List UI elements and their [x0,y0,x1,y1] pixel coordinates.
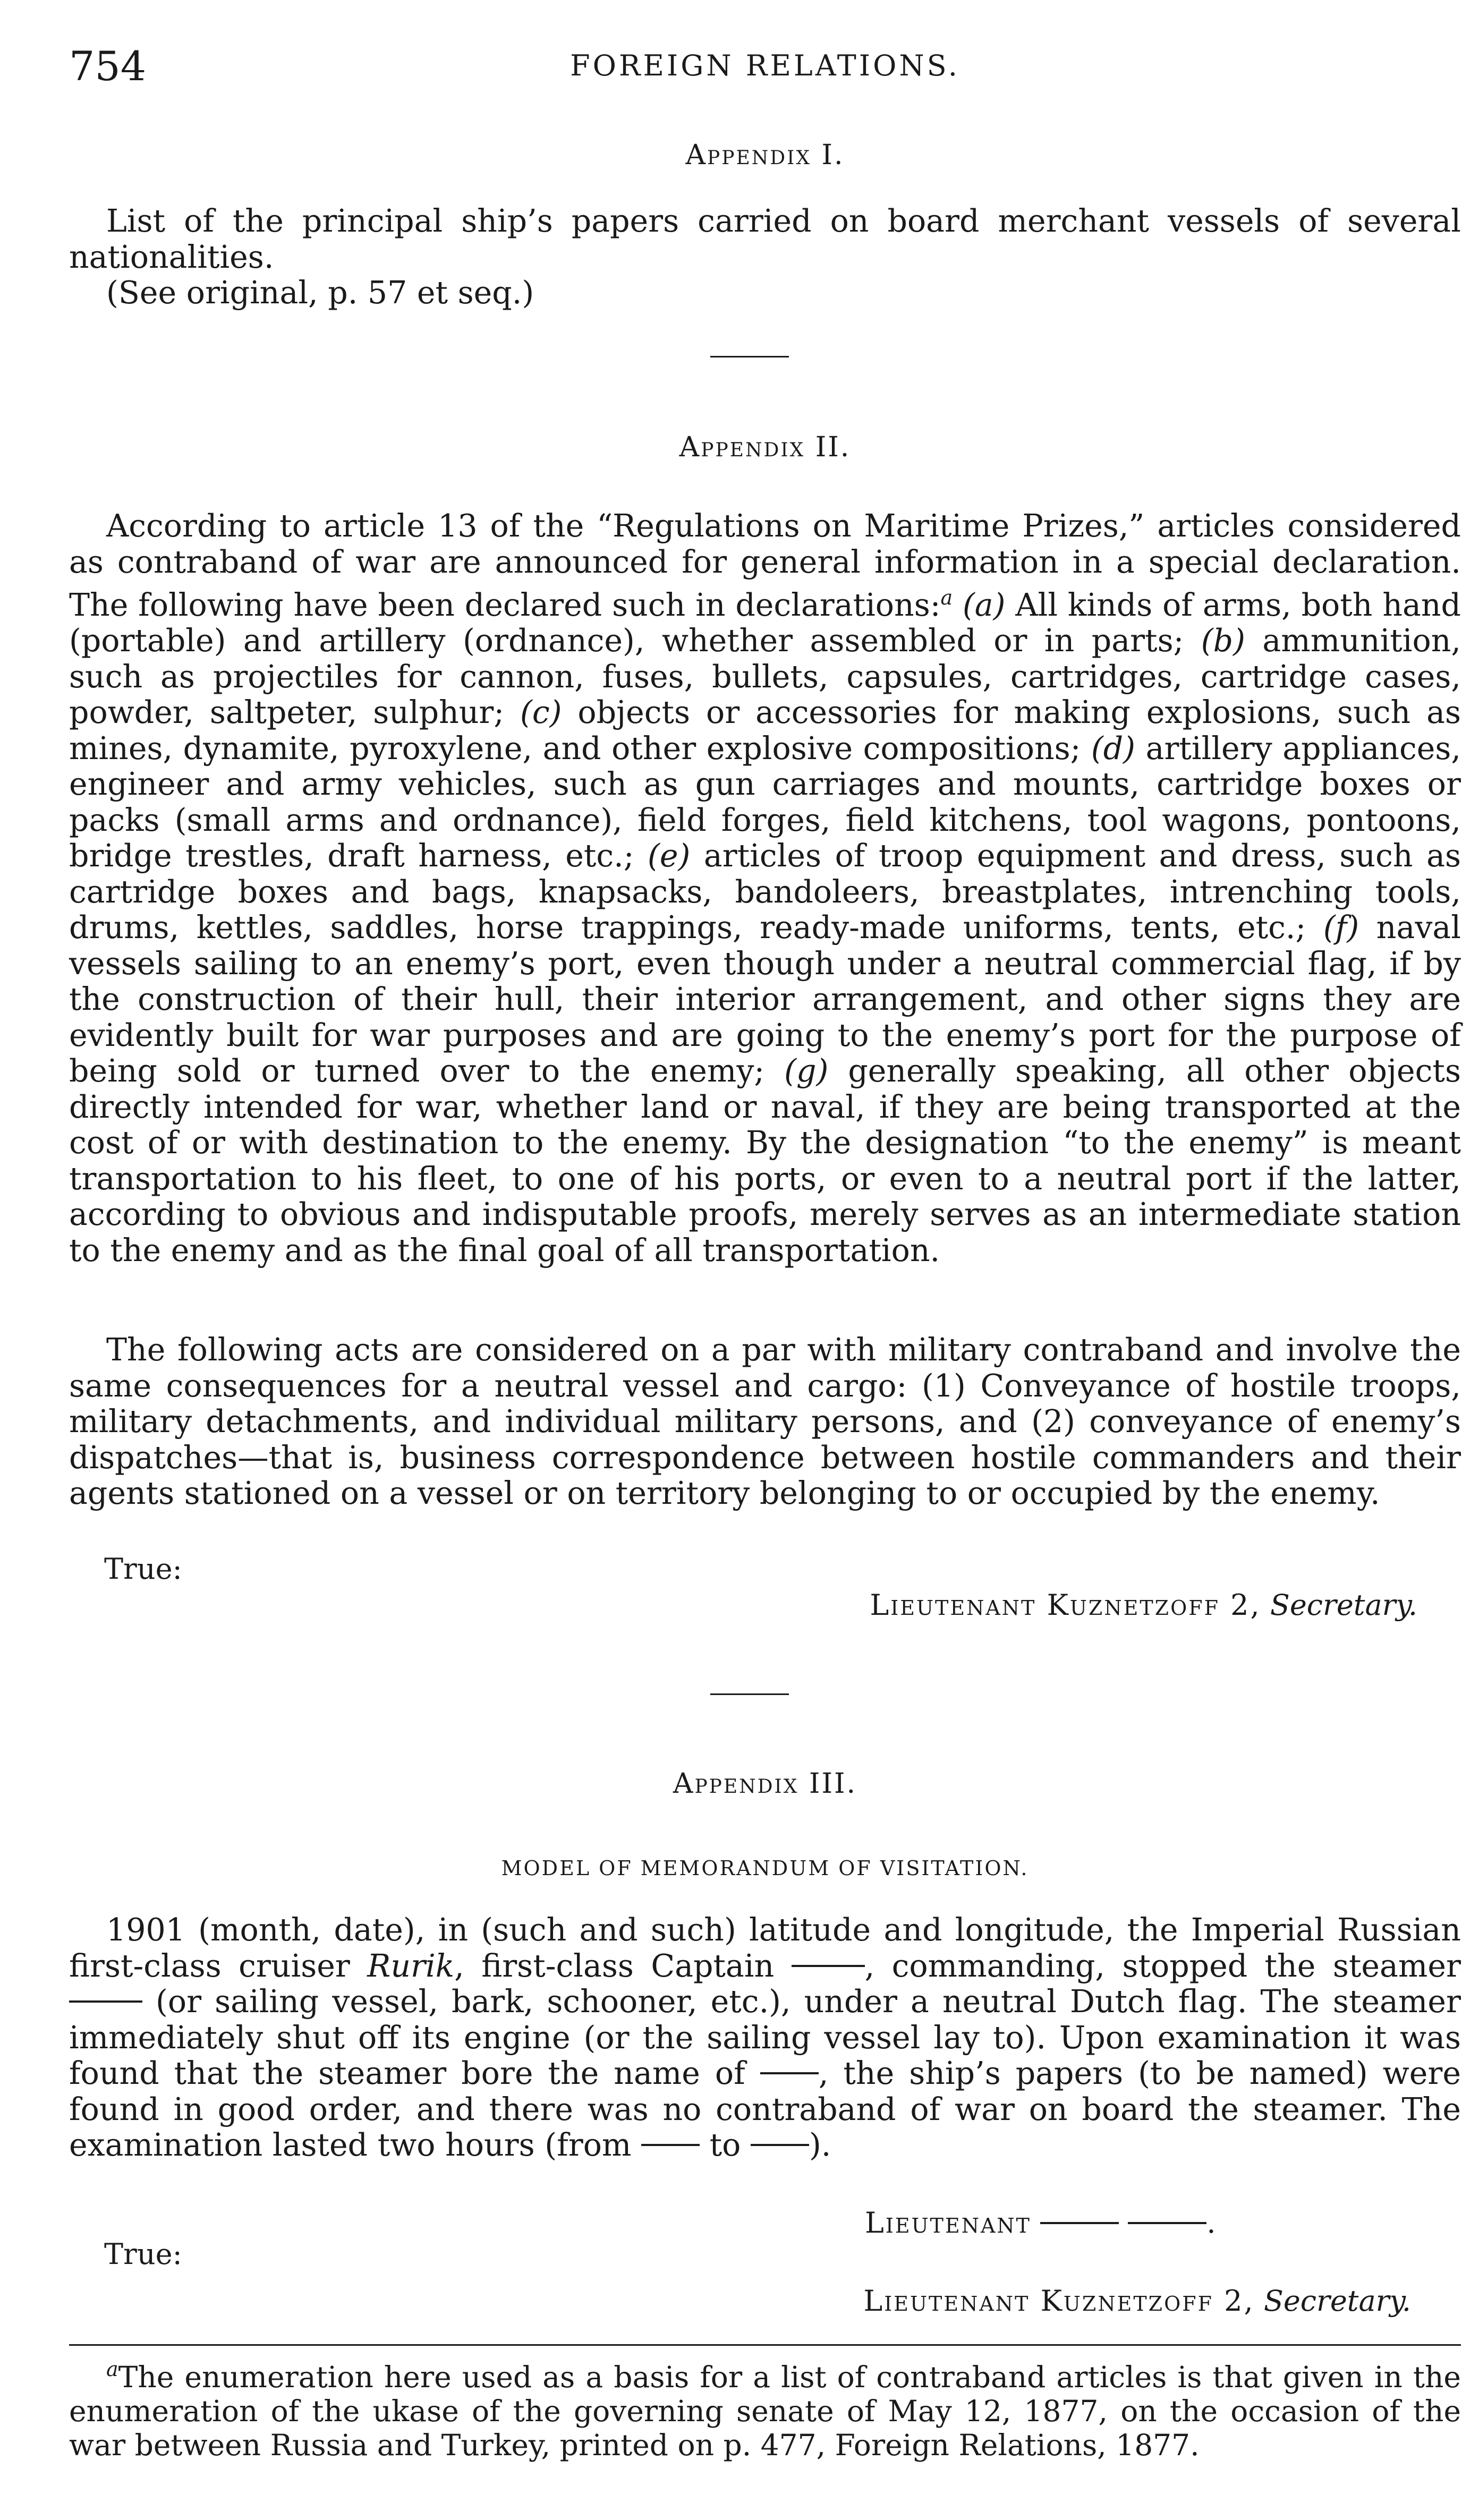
appendix-3-true-label: True: [104,2237,182,2271]
section-divider [710,356,789,357]
appendix-1-text: List of the principal ship’s papers carried on board merchant vessels of several nationalities. [69,203,1461,275]
appendix-1-title: Appendix I. [685,139,845,171]
section-divider [710,1693,789,1695]
appendix-2-title: Appendix II. [679,431,851,463]
appendix-3-officer-signature: Lieutenant . [865,2206,1216,2240]
footnote-mark: a [106,2357,118,2381]
page-header [69,42,1461,101]
appendix-3-signature: Lieutenant Kuznetzoff 2, Secretary. [863,2284,1411,2318]
footnote: $^a$The enumeration here used as a basis for a list of contraband articles is that given in the enumeration of the ukase of the governing senate of May 12, 1877, on the occasion of the war between Russia and Turkey, printed on p. 477, Foreign Relations, 1877. [69,2357,1461,2462]
appendix-3-title: Appendix III. [673,1768,857,1800]
footnote-reference-mark: a [940,586,953,609]
running-head: FOREIGN RELATIONS. [570,49,960,82]
appendix-2-signature: Lieutenant Kuznetzoff 2, Secretary. [870,1588,1417,1622]
appendix-2-true-label: True: [104,1552,182,1586]
page-number: 754 [69,42,147,90]
footnote-rule [69,2344,1461,2346]
appendix-2-paragraph-1: According to article 13 of the “Regulations on Maritime Prizes,” articles considered as contraband of war are announced for general information in a special declaration. The following have been declared such in declarations:$^a$ (a) All kinds of arms, both hand (portable) and artillery (ordnance), whether assembled or in parts; (b) ammunition, such as projectiles for cannon, fuses, bullets, capsules, cartridges, cartridge cases, powder, saltpeter, sulphur; (c) objects or accessories for making explosions, such as mines, dynamite, pyroxylene, and other explosive compositions; (d) artillery appliances, engineer and army vehicles, such as gun carriages and mounts, cartridge boxes or packs (small arms and ordnance), field forges, field kitchens, tool wagons, pontoons, bridge trestles, draft harness, etc.; (e) articles of troop equipment and dress, such as cartridge boxes and bags, knapsacks, bandoleers, breastplates, intrenching tools, drums, kettles, saddles, horse trappings, ready-made uniforms, tents, etc.; (f) naval vessels sailing to an enemy’s port, even though under a neutral commercial flag, if by the construction of their hull, their interior arrangement, and other signs they are evidently built for war purposes and are going to the enemy’s port for the purpose of being sold or turned over to the enemy; (g) generally speaking, all other objects directly intended for war, whether land or naval, if they are being transported at the cost of or with destination to the enemy. By the designation “to the enemy” is meant transportation to his fleet, to one of his ports, or even to a neutral port if the latter, according to obvious and indisputable proofs, merely serves as an intermediate station to the enemy and as the final goal of all transportation. [69,508,1461,1268]
appendix-2-paragraph-2: The following acts are considered on a par with military contraband and involve the same consequences for a neutral vessel and cargo: (1) Conveyance of hostile troops, military detachments, and individual military persons, and (2) conveyance of enemy’s dispatches—that is, business correspondence between hostile commanders and their agents stationed on a vessel or on territory belonging to or occupied by the enemy. [69,1332,1461,1511]
appendix-1-note: (See original, p. 57 et seq.) [106,275,534,311]
appendix-3-memorandum: 1901 (month, date), in (such and such) latitude and longitude, the Imperial Russian first-class cruiser Rurik, first-class Captain , commanding, stopped the steamer (or sailing vessel, bark, schooner, etc.), under a neutral Dutch flag. The steamer immediately shut off its engine (or the sailing vessel lay to). Upon examination it was found that the steamer bore the name of , the ship’s papers (to be named) were found in good order, and there was no contraband of war on board the steamer. The examination lasted two hours (from to ). [69,1912,1461,2163]
appendix-3-subtitle: MODEL OF MEMORANDUM OF VISITATION. [501,1857,1029,1880]
